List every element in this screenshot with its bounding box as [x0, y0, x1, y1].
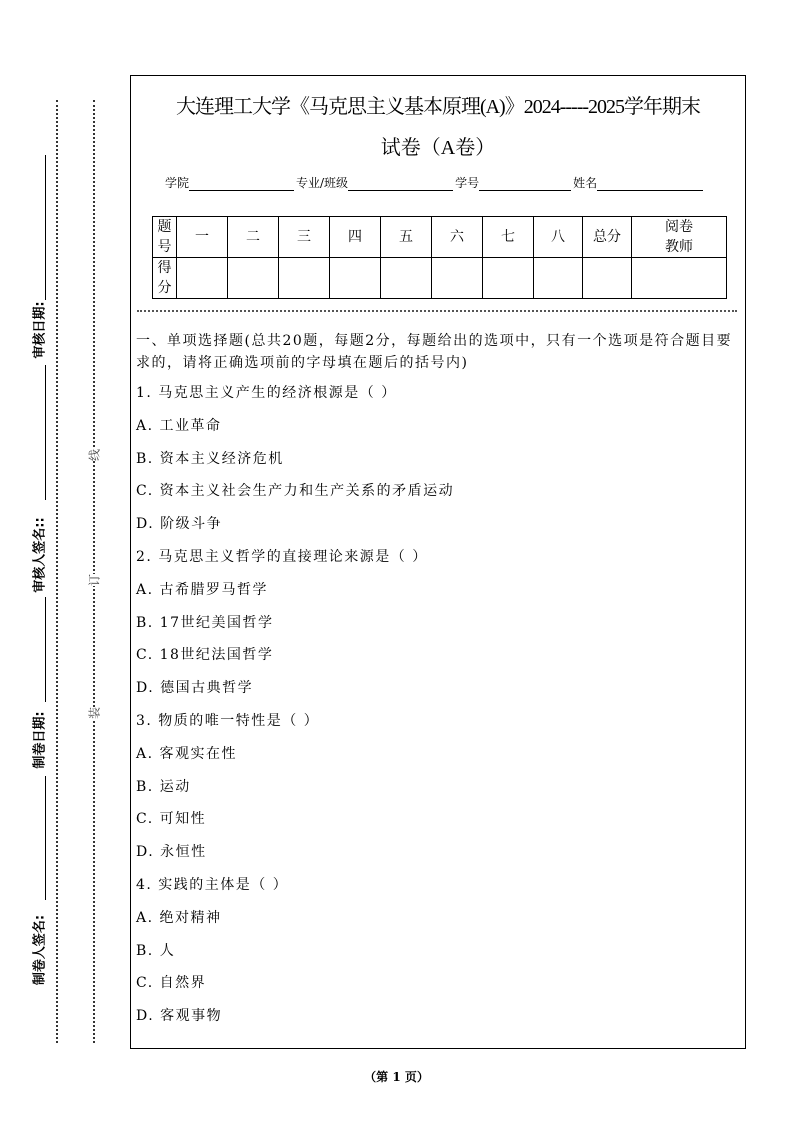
line-char: 订 — [87, 573, 102, 587]
score-cell[interactable] — [583, 258, 632, 299]
line-char: 线 — [87, 448, 102, 462]
option: D. 阶级斗争 — [136, 516, 223, 533]
option: C. 可知性 — [136, 811, 207, 828]
header-cell-text: 题号 — [157, 219, 172, 255]
blank-line — [45, 776, 46, 900]
maker-label: 制卷人签名: — [32, 914, 48, 986]
blank-line — [45, 365, 46, 500]
score-cell[interactable] — [330, 258, 381, 299]
header-cell: 二 — [228, 217, 279, 258]
header-cell — [632, 217, 727, 258]
question: 2. 马克思主义哲学的直接理论来源是（ ） — [136, 548, 428, 565]
row-label-cell — [153, 258, 177, 299]
option: D. 德国古典哲学 — [136, 680, 254, 697]
student-id-field[interactable] — [479, 178, 571, 191]
score-table — [152, 216, 727, 299]
separator — [137, 310, 737, 312]
header-cell-text: 阅卷教师 — [665, 219, 693, 255]
option: D. 客观事物 — [136, 1008, 223, 1025]
score-cell[interactable] — [632, 258, 727, 299]
page-number: （第 1 页） — [364, 1070, 429, 1084]
section-intro: 一、单项选择题(总共20题，每题2分，每题给出的选项中，只有一个选项是符合题目要求的，请将正确选项前的字母填在题后的括号内) — [136, 333, 733, 371]
option: C. 18世纪法国哲学 — [136, 647, 274, 664]
option: A. 古希腊罗马哲学 — [136, 581, 269, 598]
option: A. 工业革命 — [136, 417, 222, 434]
option: D. 永恒性 — [136, 844, 207, 861]
exam-title: 大连理工大学《马克思主义基本原理(A)》2024-----2025学年期末 — [175, 96, 701, 118]
name-label: 姓名 — [573, 176, 598, 190]
score-cell[interactable] — [177, 258, 228, 299]
blank-line — [45, 597, 46, 702]
header-cell: 五 — [381, 217, 432, 258]
header-cell: 四 — [330, 217, 381, 258]
reviewer-label: 审核人签名:: — [32, 517, 48, 593]
score-cell[interactable] — [534, 258, 583, 299]
header-cell: 三 — [279, 217, 330, 258]
college-field[interactable] — [189, 178, 294, 191]
cut-dotted-line — [93, 100, 95, 1043]
header-cell: 总分 — [583, 217, 632, 258]
major-field[interactable] — [348, 178, 453, 191]
option: C. 自然界 — [136, 975, 207, 992]
score-cell[interactable] — [483, 258, 534, 299]
question: 1. 马克思主义产生的经济根源是（ ） — [136, 385, 397, 401]
line-char: 装 — [87, 706, 102, 720]
header-cell: 六 — [432, 217, 483, 258]
row-label: 得分 — [157, 260, 172, 296]
score-cell[interactable] — [279, 258, 330, 299]
student-info — [165, 174, 705, 191]
score-cell[interactable] — [432, 258, 483, 299]
name-field[interactable] — [597, 178, 703, 191]
review-date-label: 审核日期: — [32, 301, 48, 359]
binding-dotted-line — [56, 100, 58, 1043]
blank-line — [45, 155, 46, 300]
score-cell[interactable] — [228, 258, 279, 299]
exam-subtitle: 试卷（A卷） — [380, 137, 496, 159]
header-cell — [153, 217, 177, 258]
college-label: 学院 — [165, 176, 190, 190]
option: A. 客观实在性 — [136, 745, 238, 762]
score-cell[interactable] — [381, 258, 432, 299]
option: B. 17世纪美国哲学 — [136, 614, 274, 631]
exam-frame — [130, 75, 746, 1049]
option: A. 绝对精神 — [136, 909, 222, 926]
option: B. 人 — [136, 942, 176, 959]
make-date-label: 制卷日期: — [32, 711, 48, 769]
option: C. 资本主义社会生产力和生产关系的矛盾运动 — [136, 483, 455, 500]
section-1 — [136, 330, 741, 1033]
major-label: 专业/班级 — [296, 176, 349, 190]
option: B. 运动 — [136, 778, 191, 795]
header-cell: 一 — [177, 217, 228, 258]
question: 3. 物质的唯一特性是（ ） — [136, 712, 320, 729]
question: 4. 实践的主体是（ ） — [136, 876, 289, 893]
header-cell: 八 — [534, 217, 583, 258]
option: B. 资本主义经济危机 — [136, 450, 284, 467]
header-cell: 七 — [483, 217, 534, 258]
student-id-label: 学号 — [455, 176, 480, 190]
